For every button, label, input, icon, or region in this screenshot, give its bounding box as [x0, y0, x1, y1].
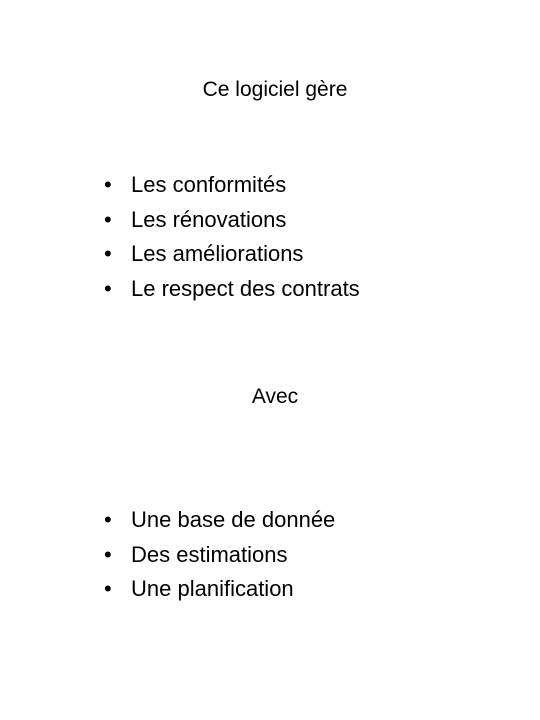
page-title: Ce logiciel gère: [202, 78, 348, 101]
list-item-label: Une planification: [131, 576, 294, 601]
list-item: [104, 572, 335, 607]
list-item-label: Une base de donnée: [131, 507, 336, 532]
bullet-icon: •: [104, 275, 112, 301]
bullet-icon: •: [104, 241, 112, 266]
list-item-label: Les conformités: [131, 172, 287, 197]
list-item: [104, 503, 335, 538]
list-item: [104, 203, 360, 238]
bullet-icon: •: [104, 507, 112, 532]
list-item: [104, 237, 360, 272]
bullet-icon: •: [104, 206, 112, 232]
list-item-label: Les améliorations: [131, 241, 304, 266]
bullet-icon: •: [104, 576, 112, 601]
list-item: [104, 538, 335, 573]
features-list: [104, 503, 335, 607]
bullet-icon: •: [104, 172, 112, 197]
list-item-label: Le respect des contrats: [131, 275, 360, 301]
list-item: [104, 168, 360, 203]
list-item: [104, 272, 360, 307]
list-item-label: Des estimations: [131, 541, 288, 567]
managed-items-list: [104, 168, 360, 306]
list-item-label: Les rénovations: [131, 206, 287, 232]
section-heading: Avec: [251, 385, 299, 408]
bullet-icon: •: [104, 541, 112, 567]
